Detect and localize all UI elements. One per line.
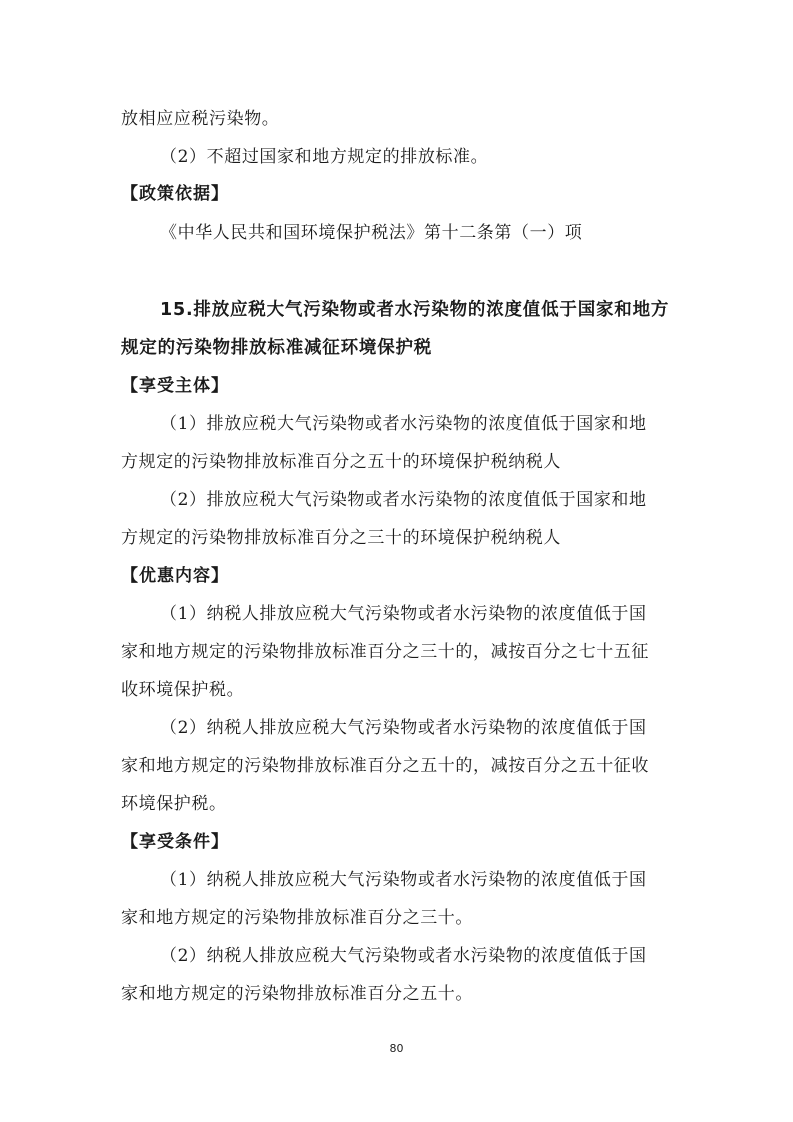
text-line-content-2c: 环境保护税。 xyxy=(121,794,227,814)
text-line-content-2b: 家和地方规定的污染物排放标准百分之五十的，减按百分之五十征收 xyxy=(121,756,649,776)
text-line-continuation: 放相应应税污染物。 xyxy=(121,109,280,129)
text-line-condition-2: （2）不超过国家和地方规定的排放标准。 xyxy=(160,147,489,167)
text-line-beneficiary-2b: 方规定的污染物排放标准百分之三十的环境保护税纳税人 xyxy=(121,528,561,548)
text-line-condition-2b: 家和地方规定的污染物排放标准百分之五十。 xyxy=(121,984,473,1004)
text-line-beneficiary-1a: （1）排放应税大气污染物或者水污染物的浓度值低于国家和地 xyxy=(160,414,647,434)
item-title-line-1: 15.排放应税大气污染物或者水污染物的浓度值低于国家和地方 xyxy=(160,300,670,320)
text-line-content-1a: （1）纳税人排放应税大气污染物或者水污染物的浓度值低于国 xyxy=(160,604,647,624)
text-line-law-reference: 《中华人民共和国环境保护税法》第十二条第（一）项 xyxy=(160,223,583,243)
text-line-content-1c: 收环境保护税。 xyxy=(121,680,245,700)
text-line-condition-1b: 家和地方规定的污染物排放标准百分之三十。 xyxy=(121,908,473,928)
page-number: 80 xyxy=(389,1042,404,1055)
text-line-beneficiary-2a: （2）排放应税大气污染物或者水污染物的浓度值低于国家和地 xyxy=(160,490,647,510)
text-line-beneficiary-1b: 方规定的污染物排放标准百分之五十的环境保护税纳税人 xyxy=(121,452,561,472)
text-line-condition-2a: （2）纳税人排放应税大气污染物或者水污染物的浓度值低于国 xyxy=(160,946,647,966)
section-heading-preferential-content: 【优惠内容】 xyxy=(121,566,229,586)
section-heading-conditions: 【享受条件】 xyxy=(121,832,229,852)
text-line-content-2a: （2）纳税人排放应税大气污染物或者水污染物的浓度值低于国 xyxy=(160,718,647,738)
text-line-condition-1a: （1）纳税人排放应税大气污染物或者水污染物的浓度值低于国 xyxy=(160,870,647,890)
item-title-line-2: 规定的污染物排放标准减征环境保护税 xyxy=(121,338,433,358)
text-line-content-1b: 家和地方规定的污染物排放标准百分之三十的，减按百分之七十五征 xyxy=(121,642,649,662)
section-heading-policy-basis: 【政策依据】 xyxy=(121,184,229,204)
section-heading-beneficiary: 【享受主体】 xyxy=(121,376,229,396)
